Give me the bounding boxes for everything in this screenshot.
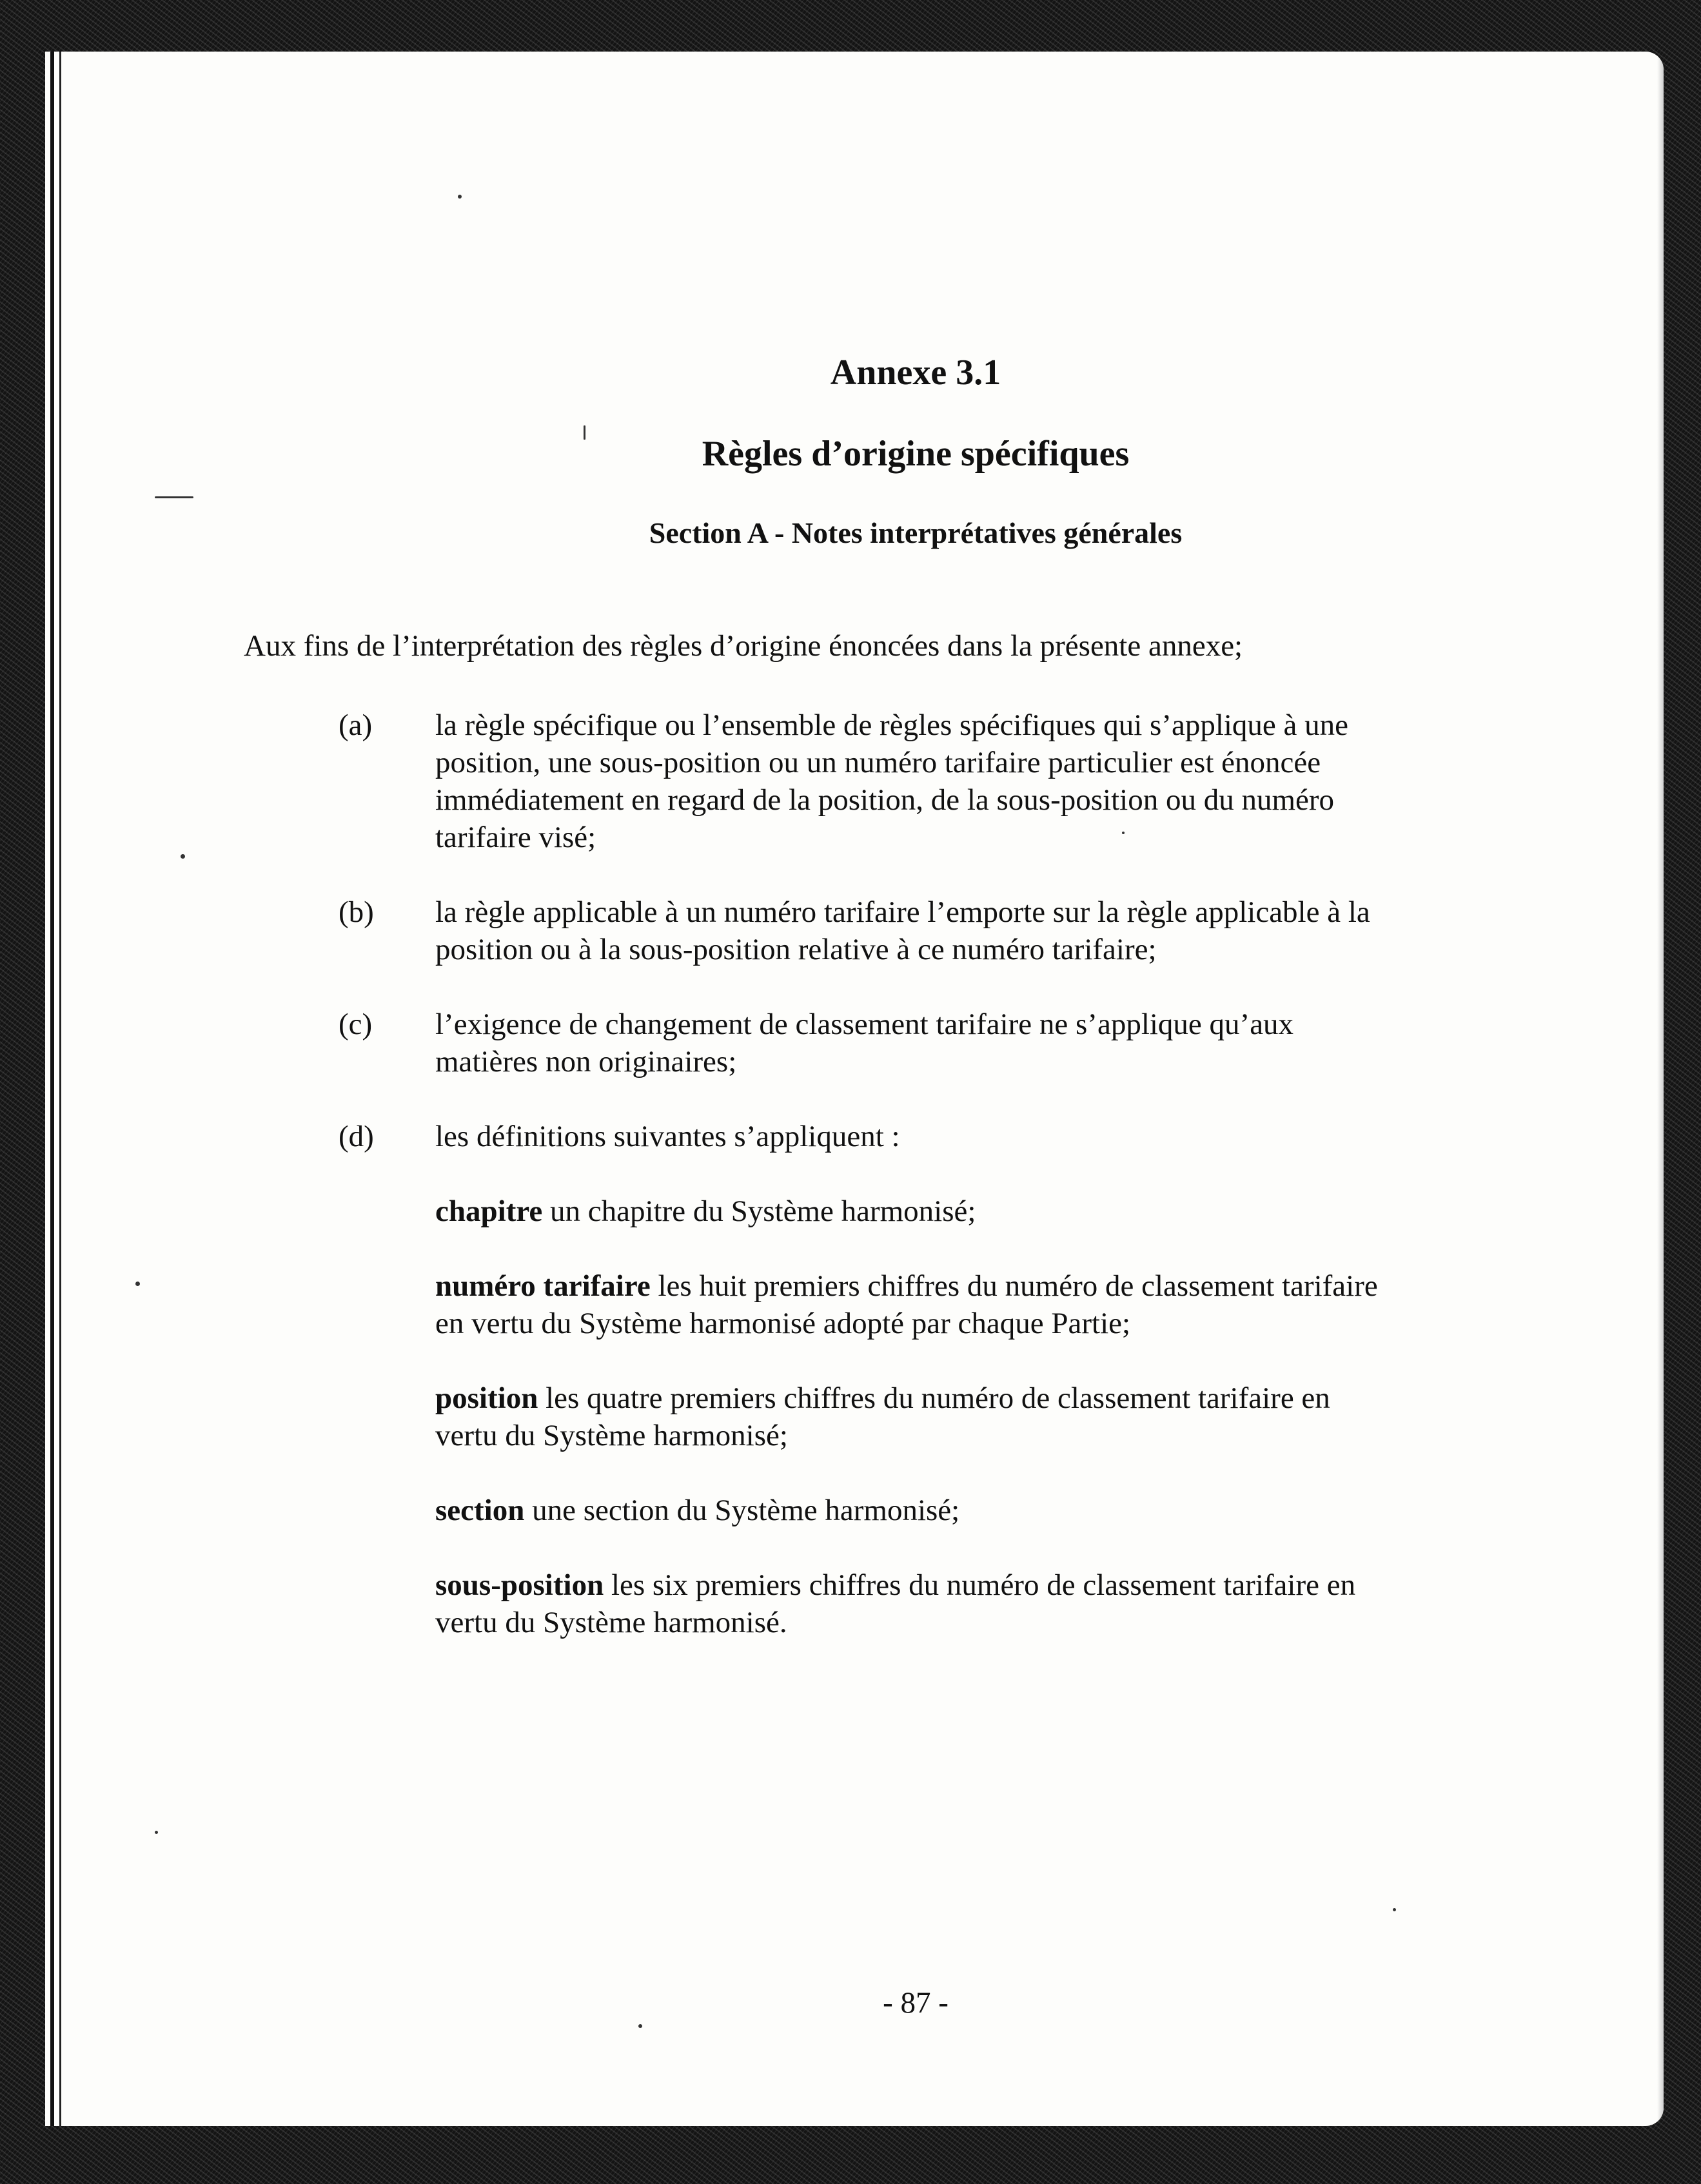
definition-line	[435, 1267, 1531, 1305]
definition-sous-position	[435, 1566, 1531, 1641]
item-marker-b: (b)	[339, 895, 374, 929]
scan-speck	[1393, 1908, 1396, 1911]
item-text-a	[435, 707, 1531, 856]
item-marker-d: (d)	[339, 1120, 374, 1153]
scan-speck	[135, 1282, 140, 1286]
item-marker-c: (c)	[339, 1008, 373, 1041]
item-text-line: les définitions suivantes s’appliquent :	[435, 1120, 900, 1153]
definition-line	[435, 1380, 1531, 1417]
definition-line	[435, 1566, 1531, 1604]
scan-speck	[155, 496, 193, 498]
intro-paragraph: Aux fins de l’interprétation des règles d’origine énoncées dans la présente annexe;	[244, 629, 1243, 663]
item-text-line: matières non originaires;	[435, 1045, 737, 1078]
definition-text: les six premiers chiffres du numéro de classement tarifaire en	[611, 1568, 1356, 1602]
scan-speck	[584, 425, 585, 440]
page-number: - 87 -	[883, 1986, 949, 2020]
item-text-d	[435, 1118, 1531, 1155]
page-right-edge	[1657, 52, 1664, 2126]
definition-term: position	[435, 1381, 538, 1415]
item-marker-a: (a)	[339, 708, 373, 742]
definition-chapitre	[435, 1193, 1531, 1230]
scan-speck	[155, 1831, 158, 1834]
definition-line	[435, 1492, 1531, 1529]
item-text-line: tarifaire visé;	[435, 821, 596, 854]
definition-section	[435, 1492, 1531, 1529]
definition-line: en vertu du Système harmonisé adopté par chaque Partie;	[435, 1307, 1131, 1340]
definition-term: sous-position	[435, 1568, 604, 1602]
item-text-line: position ou à la sous-position relative à ce numéro tarifaire;	[435, 933, 1157, 966]
item-text-c	[435, 1006, 1531, 1080]
document-page	[45, 52, 1664, 2126]
item-text-line: l’exigence de changement de classement tarifaire ne s’applique qu’aux	[435, 1008, 1294, 1041]
definition-line: vertu du Système harmonisé.	[435, 1606, 787, 1639]
annex-subtitle: Règles d’origine spécifiques	[702, 434, 1130, 474]
definition-term: section	[435, 1494, 525, 1527]
definition-text: une section du Système harmonisé;	[532, 1494, 960, 1527]
annex-title: Annexe 3.1	[830, 353, 1001, 393]
scan-speck	[458, 195, 462, 199]
definition-line	[435, 1193, 1531, 1230]
item-text-line: immédiatement en regard de la position, de la sous-position ou du numéro	[435, 783, 1335, 817]
definition-term: numéro tarifaire	[435, 1269, 651, 1303]
definition-term: chapitre	[435, 1194, 543, 1228]
item-text-line: la règle applicable à un numéro tarifaire l’emporte sur la règle applicable à la	[435, 895, 1370, 929]
definition-line: vertu du Système harmonisé;	[435, 1419, 788, 1452]
scan-speck	[638, 2024, 642, 2028]
item-text-line: position, une sous-position ou un numéro tarifaire particulier est énoncée	[435, 746, 1321, 779]
item-text-line: la règle spécifique ou l’ensemble de règles spécifiques qui s’applique à une	[435, 708, 1349, 742]
scan-speck	[181, 854, 185, 859]
definition-position	[435, 1380, 1531, 1454]
section-heading: Section A - Notes interprétatives générales	[649, 516, 1183, 549]
binding-edge-inner	[59, 52, 61, 2126]
definition-text: les quatre premiers chiffres du numéro de classement tarifaire en	[546, 1381, 1330, 1415]
definition-numero-tarifaire	[435, 1267, 1531, 1342]
definition-text: un chapitre du Système harmonisé;	[549, 1194, 976, 1228]
binding-edge	[50, 52, 54, 2126]
item-text-b	[435, 893, 1531, 968]
definition-text: les huit premiers chiffres du numéro de classement tarifaire	[658, 1269, 1378, 1303]
